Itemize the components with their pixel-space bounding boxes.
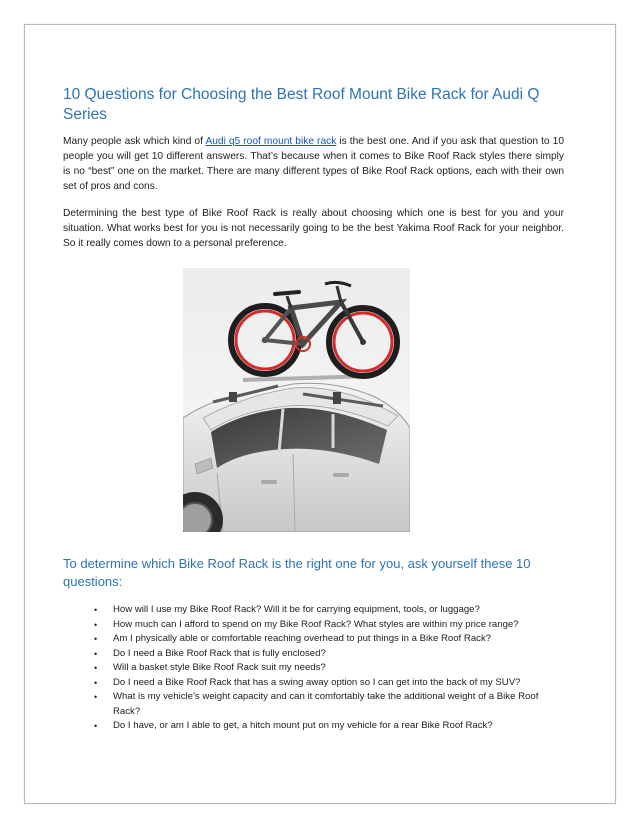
bullet-icon: • (94, 721, 98, 731)
question-text: Do I need a Bike Roof Rack that is fully enclosed? (113, 647, 326, 659)
bullet-icon: • (94, 605, 98, 615)
list-item (63, 647, 564, 662)
list-item (63, 676, 564, 691)
intro-text-after-link: is the best one. And if you ask that question to 10 people you will get 10 different answers. That’s because when it comes to Bike Roof Rack styles there simply is no “best” one on the market. There are many different types of Bike Roof Rack options, each with their own set of pros and cons. (63, 136, 564, 192)
question-text: What is my vehicle’s weight capacity and can it comfortably take the additional weight of a Bike Roof Rack? (113, 691, 539, 717)
document-title: 10 Questions for Choosing the Best Roof Mount Bike Rack for Audi Q Series (63, 86, 540, 123)
bullet-icon: • (94, 634, 98, 644)
bullet-icon: • (94, 648, 98, 659)
list-item (63, 603, 564, 618)
bullet-icon: • (94, 619, 98, 630)
question-text: How much can I afford to spend on my Bike Roof Rack? What styles are within my price range? (113, 618, 519, 630)
question-text: Am I physically able or comfortable reaching overhead to put things in a Bike Roof Rack? (113, 633, 492, 644)
question-text: Do I have, or am I able to get, a hitch mount put on my vehicle for a rear Bike Roof Rack? (113, 720, 493, 731)
list-item (63, 632, 564, 647)
second-paragraph: Determining the best type of Bike Roof Rack is really about choosing which one is best for you and your situation. What works best for you is not necessarily going to be the best Yakima Roof Rack for your neighbor. So it really comes down to a personal preference. (63, 208, 564, 249)
bullet-icon: • (94, 692, 98, 702)
questions-list (63, 603, 564, 734)
list-item (63, 690, 564, 719)
questions-subheading: To determine which Bike Roof Rack is the right one for you, ask yourself these 10 questions: (63, 556, 531, 589)
list-item (63, 719, 564, 734)
question-text: Do I need a Bike Roof Rack that has a swing away option so I can get into the back of my SUV? (113, 676, 521, 688)
intro-paragraph (63, 134, 564, 194)
question-text: Will a basket style Bike Roof Rack suit my needs? (113, 662, 326, 673)
list-item (63, 661, 564, 676)
audi-roof-rack-link[interactable]: Audi q5 roof mount bike rack (205, 136, 337, 147)
bike-on-car-roof-photo (183, 268, 410, 532)
intro-text-before-link: Many people ask which kind of (63, 136, 206, 147)
bullet-icon: • (94, 677, 98, 688)
question-text: How will I use my Bike Roof Rack? Will it be for carrying equipment, tools, or luggage? (113, 604, 480, 615)
bullet-icon: • (94, 663, 98, 673)
list-item (63, 618, 564, 633)
document-body (63, 85, 564, 734)
